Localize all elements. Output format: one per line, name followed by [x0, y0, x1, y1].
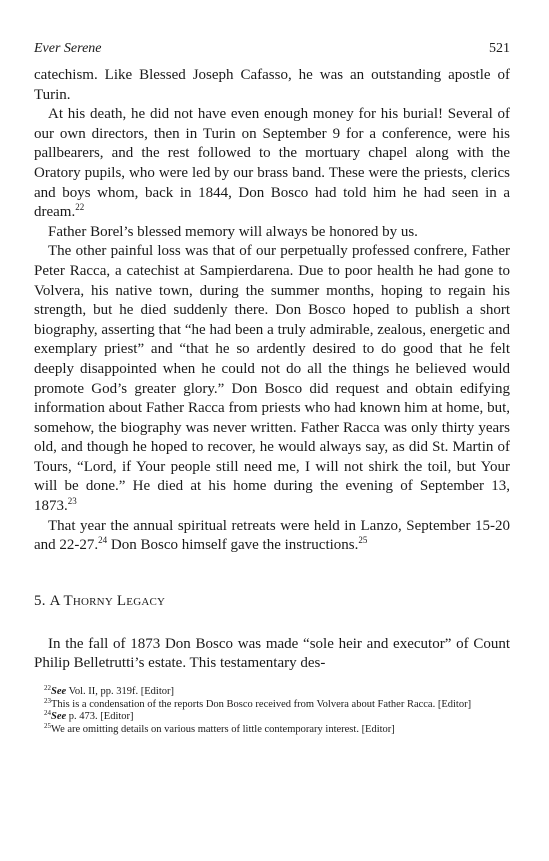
paragraph-text: Don Bosco himself gave the instructions. — [107, 537, 359, 554]
footnote-ref: 25 — [358, 535, 368, 546]
paragraph-text: catechism. Like Blessed Joseph Cafasso, he was an outstanding apostle of Turin. — [34, 67, 510, 103]
footnote-emphasis: See — [51, 686, 67, 698]
paragraph-text: At his death, he did not have even enough money for his burial! Several of our own directors, then in Turin on September 9 for a conference, were his pallbearers, and the rest followed to the mortuary chapel along with the Oratory pupils, who were led by our brass band. These were the priests, clerics and boys whom, back in 1844, Don Bosco had told him he had seen in a dream. — [34, 106, 510, 221]
footnote — [34, 721, 510, 737]
footnote-number: 23 — [44, 696, 51, 705]
footnote — [34, 711, 510, 724]
paragraph — [34, 242, 510, 516]
section-heading — [34, 592, 510, 611]
footnote-text: We are omitting details on various matters of little contemporary interest. [Editor] — [51, 723, 395, 735]
paragraph-text: That year the annual spiritual retreats were held in Lanzo, September 15-20 and 22-27. — [34, 517, 510, 554]
paragraph-text: The other painful loss was that of our perpetually professed confrere, Father Peter Racca, a catechist at Sampierdarena. Due to poor health he had gone to Volvera, his native town, during the summer months, hoping to regain his strength, but he died suddenly there. Don Bosco hoped to publish a short biography, asserting that “he had been a truly admirable, zealous, energetic and exemplary priest” and “that he so ardently desired to do good that he felt deeply disappointed when he could not do all the things he believed would promote God’s greater glory.” Don Bosco did request and obtain edifying information about Father Racca from priests who had known him at home, but, somehow, the biography was never written. Father Racca was only thirty years old, and though he hoped to recover, he would always say, as did St. Martin of Tours, “Lord, if Your people still need me, I will not shirk the toil, but Your will be done.” He died at his home during the evening of September 13, 1873. — [34, 243, 510, 515]
paragraph-text: In the fall of 1873 Don Bosco was made “sole heir and executor” of Count Philip Belletrutti’s estate. This testamentary des- — [34, 635, 510, 672]
footnote-text: Vol. II, pp. 319f. [Editor] — [66, 686, 174, 698]
footnotes — [34, 686, 510, 736]
paragraph — [34, 635, 510, 674]
paragraph — [34, 223, 510, 243]
footnote-text: This is a condensation of the reports Don Bosco received from Volvera about Father Racca. [Editor] — [51, 698, 472, 710]
paragraph — [34, 517, 510, 556]
footnote-number: 24 — [44, 709, 51, 718]
paragraph — [34, 105, 510, 223]
section-body — [34, 635, 510, 674]
section-number: 5. — [34, 592, 46, 609]
footnote — [34, 696, 510, 712]
body-text — [34, 66, 510, 556]
footnote-number: 25 — [44, 721, 51, 730]
footnote — [34, 686, 510, 699]
book-page — [34, 40, 510, 736]
page-number: 521 — [489, 41, 510, 56]
footnote-ref: 22 — [75, 202, 85, 213]
section-title: A Thorny Legacy — [49, 592, 166, 609]
footnote-emphasis: See — [51, 711, 67, 723]
footnote-text: p. 473. [Editor] — [66, 711, 134, 723]
footnote-ref: 23 — [67, 496, 77, 507]
footnote-number: 22 — [44, 684, 51, 693]
paragraph — [34, 66, 510, 105]
running-head — [34, 40, 510, 57]
footnote-ref: 24 — [98, 535, 108, 546]
paragraph-text: Father Borel’s blessed memory will always be honored by us. — [48, 223, 418, 240]
running-head-title: Ever Serene — [34, 41, 102, 56]
